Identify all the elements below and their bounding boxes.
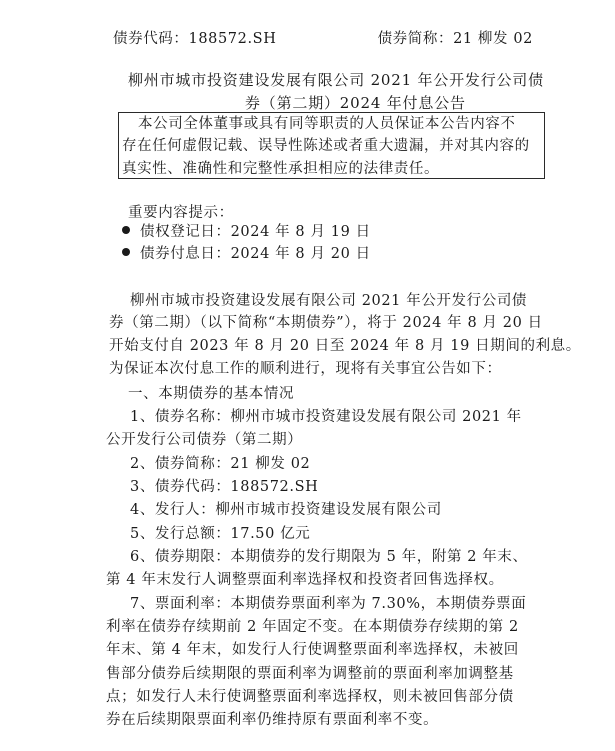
item-bond-term-line-2: 第 4 年末发行人调整票面利率选择权和投资者回售选择权。 (106, 572, 504, 588)
item-bond-code: 3、债券代码：188572.SH (130, 479, 319, 495)
document-title-line-1: 柳州市城市投资建设发展有限公司 2021 年公开发行公司债 (128, 71, 544, 89)
key-points-label: 重要内容提示： (128, 205, 234, 221)
item-coupon-rate-line-3: 年末、第 4 年末，如发行人行使调整票面利率选择权，未被回 (106, 642, 519, 658)
item-coupon-rate-line-2: 利率在债券存续期前 2 年固定不变。在本期债券存续期的第 2 (106, 619, 519, 635)
bullet-icon (122, 226, 130, 234)
item-issuer: 4、发行人：柳州市城市投资建设发展有限公司 (130, 502, 442, 518)
responsibility-statement-line-1: 本公司全体董事或具有同等职责的人员保证本公告内容不 (138, 116, 516, 132)
intro-paragraph-line-4: 为保证本次付息工作的顺利进行，现将有关事宜公告如下： (109, 361, 502, 377)
item-coupon-rate-line-1: 7、票面利率：本期债券票面利率为 7.30%，本期债券票面 (130, 596, 527, 612)
key-point-payment-date (122, 247, 371, 262)
responsibility-statement-line-3: 真实性、准确性和完整性承担相应的法律责任。 (122, 161, 440, 177)
item-coupon-rate-line-5: 点；如发行人未行使调整票面利率选择权，则未被回售部分债 (106, 689, 514, 705)
item-coupon-rate-line-4: 售部分债券后续期限的票面利率为调整前的票面利率加调整基 (106, 666, 514, 682)
key-point-record-date (122, 225, 371, 240)
section-heading: 一、本期债券的基本情况 (128, 386, 295, 402)
key-point-text: 债权登记日：2024 年 8 月 19 日 (140, 224, 371, 240)
intro-paragraph-line-2: 券（第二期）（以下简称“本期债券”），将于 2024 年 8 月 20 日 (109, 315, 543, 331)
bullet-icon (122, 248, 130, 256)
key-point-text: 债券付息日：2024 年 8 月 20 日 (140, 246, 371, 262)
responsibility-statement-line-2: 存在任何虚假记载、误导性陈述或者重大遗漏，并对其内容的 (122, 138, 530, 154)
intro-paragraph-line-1: 柳州市城市投资建设发展有限公司 2021 年公开发行公司债 (130, 293, 528, 309)
item-bond-short-name: 2、债券简称：21 柳发 02 (130, 456, 311, 472)
bond-code: 债券代码：188572.SH (113, 31, 277, 47)
intro-paragraph-line-3: 开始支付自 2023 年 8 月 20 日至 2024 年 8 月 19 日期间的利息。 (109, 338, 581, 354)
item-coupon-rate-line-6: 券在后续期限票面利率仍维持原有票面利率不变。 (106, 712, 439, 728)
bond-short-name: 债券简称：21 柳发 02 (377, 31, 533, 47)
item-bond-name-line-1: 1、债券名称：柳州市城市投资建设发展有限公司 2021 年 (130, 409, 522, 425)
item-bond-name-line-2: 公开发行公司债券（第二期） (106, 432, 303, 448)
document-title-line-2: 券（第二期）2024 年付息公告 (245, 94, 466, 112)
item-issue-amount: 5、发行总额：17.50 亿元 (130, 526, 311, 542)
item-bond-term-line-1: 6、债券期限：本期债券的发行期限为 5 年，附第 2 年末、 (130, 549, 528, 565)
